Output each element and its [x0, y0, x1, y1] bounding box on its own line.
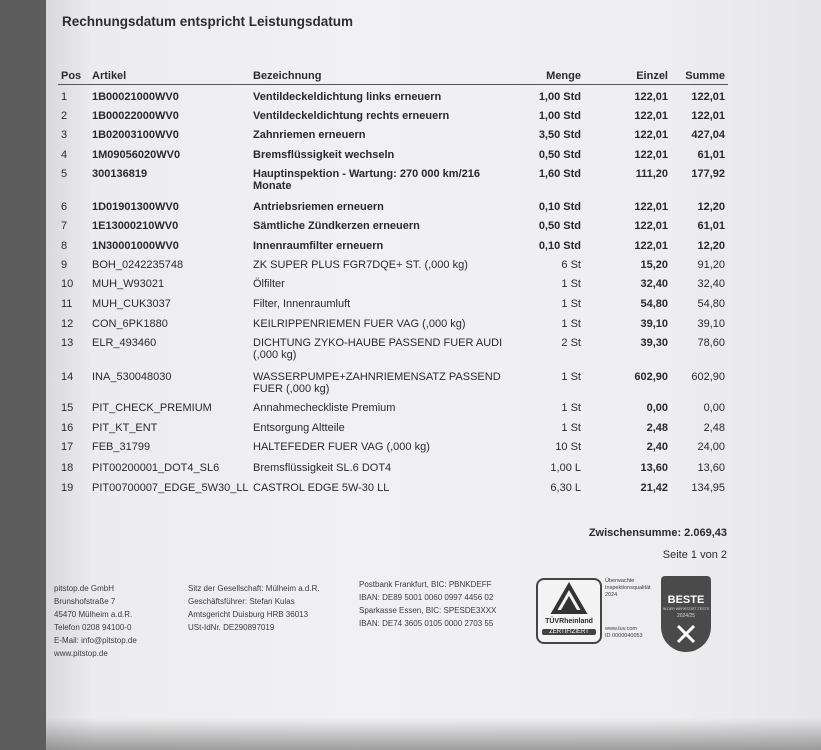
cell-einzel: 15,20: [640, 259, 668, 271]
cell-bezeichnung: Bremsflüssigkeit wechseln: [253, 149, 395, 161]
cell-menge: 1 St: [561, 318, 581, 330]
cell-summe: 32,40: [697, 278, 725, 290]
cell-bezeichnung: Filter, Innenraumluft: [253, 298, 351, 310]
cell-menge: 0,50 Std: [538, 149, 581, 161]
tuv-rheinland-logo: [536, 578, 602, 644]
footer-line: Sitz der Gesellschaft: Mülheim a.d.R.: [188, 584, 320, 593]
cell-pos: 12: [61, 318, 74, 330]
footer-line: 45470 Mülheim a.d.R.: [54, 610, 133, 619]
cell-artikel: MUH_CUK3037: [92, 298, 171, 310]
cell-bezeichnung: Entsorgung Altteile: [253, 422, 345, 434]
cell-summe: 427,04: [691, 129, 725, 141]
cell-einzel: 122,01: [634, 220, 668, 232]
cell-artikel: PIT00700007_EDGE_5W30_LL: [92, 482, 249, 494]
cell-pos: 7: [61, 220, 68, 232]
cell-summe: 13,60: [697, 462, 725, 474]
cell-einzel: 122,01: [634, 240, 668, 252]
cell-bezeichnung-cont: Monate: [253, 180, 292, 192]
cell-pos: 18: [61, 462, 74, 474]
cell-einzel: 13,60: [640, 462, 668, 474]
cell-pos: 17: [61, 441, 74, 453]
cell-pos: 5: [61, 168, 68, 180]
cell-artikel: 1B02003100WV0: [92, 129, 179, 141]
cell-artikel: BOH_0242235748: [92, 259, 184, 271]
tuv-info-line: 2024: [605, 592, 618, 598]
header-divider: [58, 84, 728, 85]
cell-summe: 12,20: [697, 201, 725, 213]
cell-pos: 2: [61, 110, 68, 122]
cell-bezeichnung-cont: (,000 kg): [253, 349, 297, 361]
cell-summe: 78,60: [697, 337, 725, 349]
cell-menge: 1 St: [561, 402, 581, 414]
cell-pos: 19: [61, 482, 74, 494]
cell-bezeichnung: Innenraumfilter erneuern: [253, 240, 384, 252]
cell-artikel: MUH_W93021: [92, 278, 165, 290]
cell-einzel: 122,01: [634, 91, 668, 103]
cell-bezeichnung: Bremsflüssigkeit SL.6 DOT4: [253, 462, 392, 474]
cell-einzel: 32,40: [640, 278, 668, 290]
tools-icon: [674, 622, 698, 646]
footer-line: E-Mail: info@pitstop.de: [54, 636, 137, 645]
cell-summe: 0,00: [703, 402, 725, 414]
cell-menge: 6 St: [561, 259, 581, 271]
cell-einzel: 39,10: [640, 318, 668, 330]
document-title: Rechnungsdatum entspricht Leistungsdatum: [62, 14, 354, 29]
footer-line: IBAN: DE89 5001 0060 0997 4456 02: [359, 593, 494, 602]
cell-bezeichnung: DICHTUNG ZYKO-HAUBE PASSEND FUER AUDI: [253, 337, 503, 349]
tuv-info-line: Inspektionsqualität: [605, 585, 651, 591]
cell-menge: 6,30 L: [550, 482, 581, 494]
cell-artikel: ELR_493460: [92, 337, 157, 349]
cell-menge: 1 St: [561, 371, 581, 383]
cell-summe: 122,01: [691, 110, 725, 122]
cell-summe: 91,20: [697, 259, 725, 271]
cell-einzel: 2,48: [646, 422, 668, 434]
cell-menge: 3,50 Std: [538, 129, 581, 141]
tuv-triangle-icon: [538, 580, 600, 620]
cell-bezeichnung: Hauptinspektion - Wartung: 270 000 km/216: [253, 168, 480, 180]
subtotal: Zwischensumme: 2.069,43: [588, 527, 727, 539]
cell-artikel: PIT_KT_ENT: [92, 422, 158, 434]
cell-artikel: 1D01901300WV0: [92, 201, 179, 213]
cell-einzel: 122,01: [634, 129, 668, 141]
tuv-id: ID 0000040053: [605, 633, 643, 639]
tuv-brand: TÜVRheinland: [545, 618, 593, 625]
cell-bezeichnung-cont: FUER (,000 kg): [253, 383, 330, 395]
cell-summe: 61,01: [697, 220, 725, 232]
cell-menge: 1,60 Std: [538, 168, 581, 180]
footer-line: Brunshofstraße 7: [54, 597, 116, 606]
cell-einzel: 2,40: [646, 441, 668, 453]
footer-company: [54, 582, 137, 660]
footer-legal: [188, 582, 320, 634]
cell-pos: 9: [61, 259, 68, 271]
tuv-info: [605, 578, 651, 599]
cell-einzel: 122,01: [634, 110, 668, 122]
footer-line: pitstop.de GmbH: [54, 584, 115, 593]
cell-menge: 10 St: [555, 441, 581, 453]
cell-menge: 1,00 Std: [538, 91, 581, 103]
cell-summe: 602,90: [691, 371, 725, 383]
cell-menge: 1,00 L: [550, 462, 581, 474]
footer-line: Geschäftsführer: Stefan Kulas: [188, 597, 295, 606]
cell-bezeichnung: Ventildeckeldichtung links erneuern: [253, 91, 442, 103]
cell-summe: 134,95: [691, 482, 725, 494]
beste-label: BESTE: [667, 594, 705, 606]
cell-einzel: 602,90: [634, 371, 668, 383]
cell-einzel: 122,01: [634, 149, 668, 161]
cell-bezeichnung: HALTEFEDER FUER VAG (,000 kg): [253, 441, 430, 453]
cell-menge: 1 St: [561, 422, 581, 434]
cell-summe: 177,92: [691, 168, 725, 180]
page-number: Seite 1 von 2: [662, 549, 727, 561]
tuv-zert: ZERTIFIZIERT: [542, 629, 596, 635]
footer-line: Sparkasse Essen, BIC: SPESDE3XXX: [359, 606, 497, 615]
cell-bezeichnung: KEILRIPPENRIEMEN FUER VAG (,000 kg): [253, 318, 466, 330]
cell-artikel: PIT00200001_DOT4_SL6: [92, 462, 220, 474]
cell-pos: 16: [61, 422, 74, 434]
cell-menge: 0,50 Std: [538, 220, 581, 232]
cell-einzel: 122,01: [634, 201, 668, 213]
cell-pos: 13: [61, 337, 74, 349]
cell-pos: 6: [61, 201, 68, 213]
cell-bezeichnung: Ventildeckeldichtung rechts erneuern: [253, 110, 450, 122]
cell-artikel: 1E13000210WV0: [92, 220, 179, 232]
cell-bezeichnung: Ölfilter: [253, 278, 285, 290]
cell-bezeichnung: Annahmecheckliste Premium: [253, 402, 396, 414]
beste-year: 2024/25: [676, 613, 696, 619]
cell-summe: 2,48: [703, 422, 725, 434]
cell-bezeichnung: ZK SUPER PLUS FGR7DQE+ ST. (,000 kg): [253, 259, 468, 271]
cell-summe: 24,00: [697, 441, 725, 453]
cell-menge: 0,10 Std: [538, 201, 581, 213]
cell-artikel: CON_6PK1880: [92, 318, 168, 330]
cell-pos: 8: [61, 240, 68, 252]
footer-line: Postbank Frankfurt, BIC: PBNKDEFF: [359, 580, 492, 589]
cell-menge: 1 St: [561, 298, 581, 310]
cell-artikel: 1N30001000WV0: [92, 240, 179, 252]
footer-line: USt-IdNr. DE290897019: [188, 623, 275, 632]
col-header-artikel: Artikel: [92, 70, 127, 82]
col-header-summe: Summe: [685, 70, 725, 82]
cell-summe: 12,20: [697, 240, 725, 252]
footer-line: Telefon 0208 94100-0: [54, 623, 132, 632]
cell-menge: 1,00 Std: [538, 110, 581, 122]
beste-sub: IN DER WERKSTATT-TESTS: [662, 607, 710, 611]
cell-summe: 39,10: [697, 318, 725, 330]
cell-pos: 10: [61, 278, 74, 290]
tuv-meta: [605, 626, 643, 640]
cell-artikel: 1M09056020WV0: [92, 149, 181, 161]
cell-pos: 4: [61, 149, 68, 161]
beste-badge: [661, 576, 711, 652]
page-shadow: [46, 718, 821, 750]
cell-menge: 2 St: [561, 337, 581, 349]
cell-einzel: 111,20: [635, 168, 668, 180]
cell-artikel: PIT_CHECK_PREMIUM: [92, 402, 212, 414]
cell-bezeichnung: WASSERPUMPE+ZAHNRIEMENSATZ PASSEND: [253, 371, 501, 383]
col-header-einzel: Einzel: [636, 70, 668, 82]
cell-bezeichnung: Antriebsriemen erneuern: [253, 201, 384, 213]
cell-pos: 11: [61, 298, 73, 310]
cell-summe: 122,01: [691, 91, 725, 103]
cell-artikel: 300136819: [92, 168, 148, 180]
cell-bezeichnung: Sämtliche Zündkerzen erneuern: [253, 220, 420, 232]
cell-artikel: 1B00022000WV0: [92, 110, 179, 122]
cell-pos: 1: [61, 91, 68, 103]
cell-menge: 0,10 Std: [538, 240, 581, 252]
cell-pos: 14: [61, 371, 74, 383]
footer-line: www.pitstop.de: [54, 649, 108, 658]
cell-artikel: FEB_31799: [92, 441, 151, 453]
cell-menge: 1 St: [561, 278, 581, 290]
footer-line: Amtsgericht Duisburg HRB 36013: [188, 610, 309, 619]
cell-einzel: 0,00: [646, 402, 668, 414]
cell-summe: 61,01: [697, 149, 725, 161]
cell-pos: 15: [61, 402, 74, 414]
tuv-web: www.tuv.com: [605, 626, 637, 632]
tuv-info-line: Überwachte: [605, 578, 635, 584]
col-header-menge: Menge: [546, 70, 581, 82]
cell-einzel: 39,30: [640, 337, 668, 349]
footer-bank: [359, 578, 496, 630]
cell-summe: 54,80: [697, 298, 725, 310]
col-header-pos: Pos: [61, 70, 82, 82]
cell-artikel: 1B00021000WV0: [92, 91, 179, 103]
cell-pos: 3: [61, 129, 68, 141]
cell-einzel: 21,42: [640, 482, 668, 494]
cell-artikel: INA_530048030: [92, 371, 172, 383]
cell-einzel: 54,80: [640, 298, 668, 310]
col-header-bezeichnung: Bezeichnung: [253, 70, 322, 82]
cell-bezeichnung: Zahnriemen erneuern: [253, 129, 366, 141]
cell-bezeichnung: CASTROL EDGE 5W-30 LL: [253, 482, 390, 494]
footer-line: IBAN: DE74 3605 0105 0000 2703 55: [359, 619, 494, 628]
